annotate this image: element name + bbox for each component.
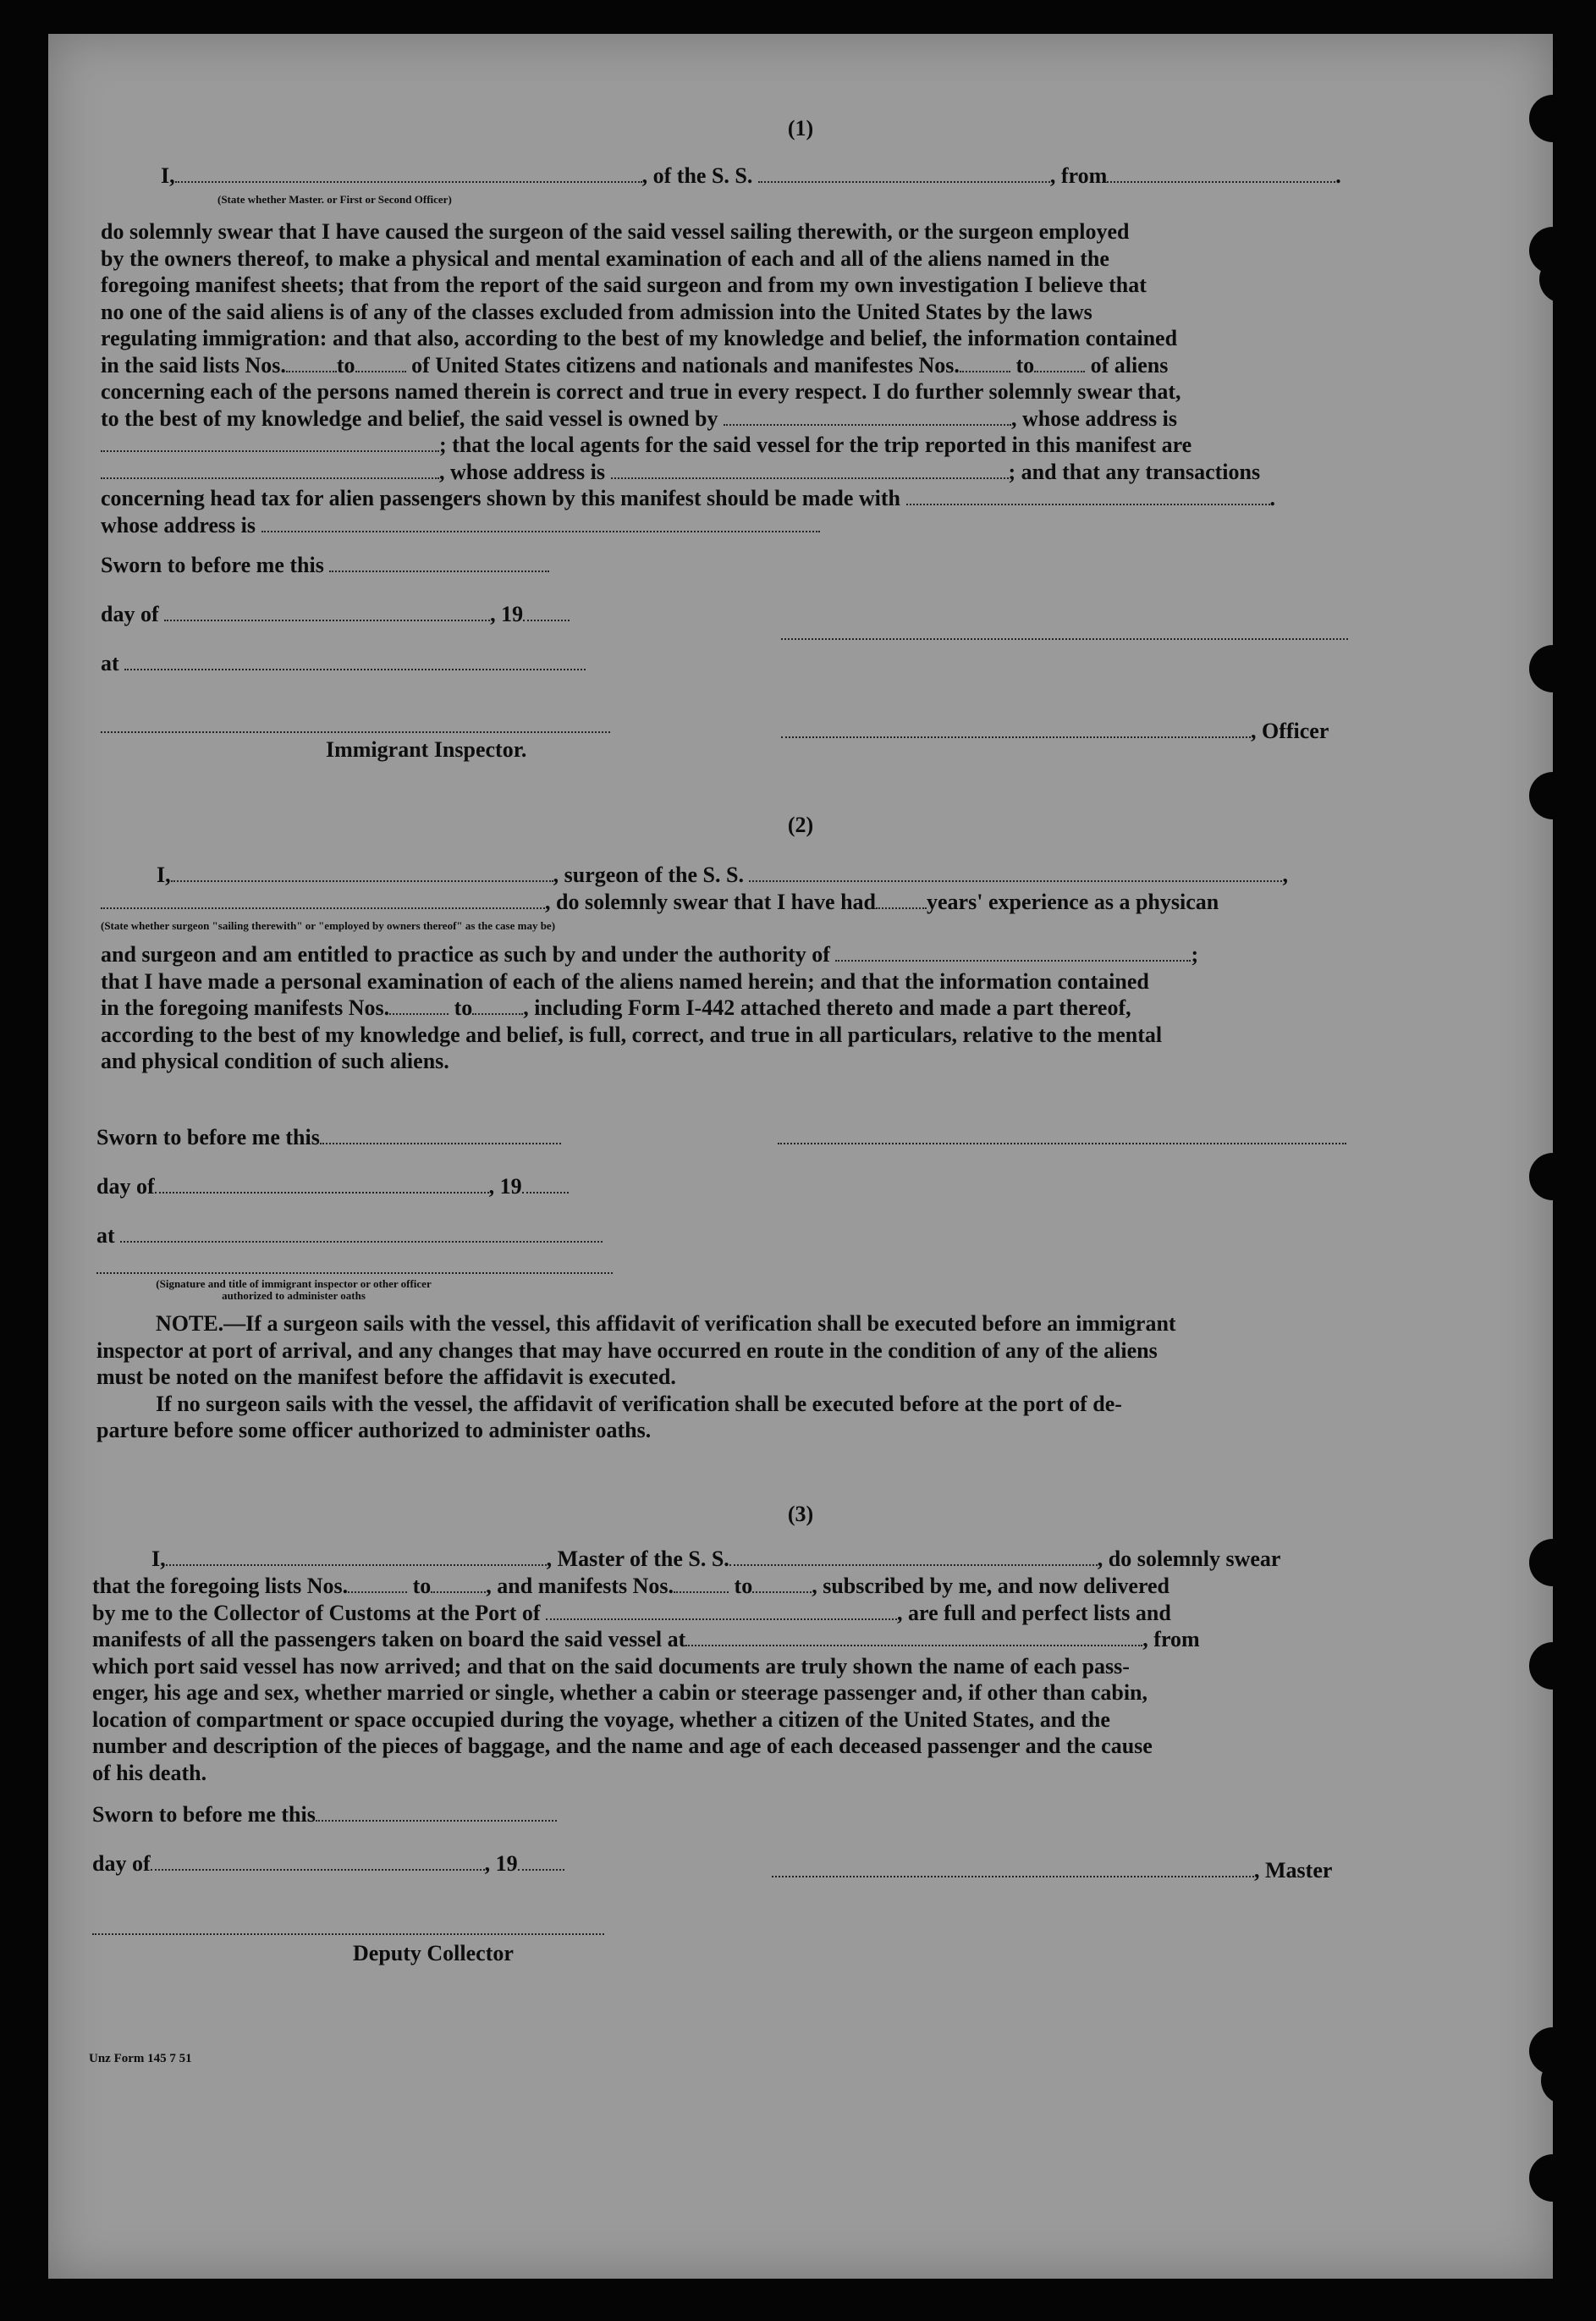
s3-port-field[interactable] <box>546 1600 897 1620</box>
agents-address-field[interactable] <box>611 459 1009 479</box>
s2-signature-note: (Signature and title of immigrant inspector or other officer authorized to administer oaths <box>156 1277 432 1302</box>
s2-inspector-signature-line[interactable] <box>96 1272 613 1274</box>
s2-sworn-date-field[interactable] <box>320 1124 561 1144</box>
head-tax-contact-field[interactable] <box>906 485 1270 505</box>
manifest-no-from-field[interactable] <box>960 352 1010 372</box>
manifest-no-to-field[interactable] <box>1034 352 1085 372</box>
owner-address-field[interactable] <box>101 432 439 452</box>
s2-year-field[interactable] <box>522 1173 569 1194</box>
s3-list-to-field[interactable] <box>431 1573 486 1593</box>
section-3-paragraph: that the foregoing lists Nos. to , and manifests Nos. to , subscribed by me, and now delivered by me to the Collector of Customs at the Port of , are full and perfect lists and manifests of all the passengers taken on board the said vessel at , from which port said vessel has now arrived; and that on the said documents are truly shown the name of each pass- enger, his age and sex, whether married or single, whether a cabin or steerage passenger and, if other than cabin, location of compartment or space occupied during the voyage, whether a citizen of the United States, and the number and description of the pieces of baggage, and the name and age of each deceased passenger and the cause of his death. <box>92 1574 1200 1785</box>
immigrant-inspector-label: Immigrant Inspector. <box>326 737 527 762</box>
s3-deputy-signature-line[interactable] <box>92 1933 604 1935</box>
binder-hole <box>1529 645 1577 692</box>
s2-sworn: Sworn to before me this <box>96 1124 561 1151</box>
form-page <box>48 34 1553 2279</box>
section-2-number: (2) <box>787 813 814 837</box>
note-paragraph: NOTE.—If a surgeon sails with the vessel, this affidavit of verification shall be executed before an immigrant inspector at port of arrival, and any changes that may have occurred en route in the condition of any of the aliens must be noted on the manifest before the affidavit is executed. If no surgeon sails with the vessel, the affidavit of verification shall be executed before at the port of de- parture before some officer authorized to administer oaths. <box>96 1311 1176 1442</box>
s3-master-signature: , Master <box>772 1857 1332 1884</box>
s3-sworn: Sworn to before me this <box>92 1801 557 1828</box>
s1-day: day of , 19 <box>101 601 570 628</box>
binder-hole <box>1529 1539 1577 1586</box>
owner-field[interactable] <box>724 405 1011 426</box>
section-1-number: (1) <box>787 116 814 141</box>
s1-officer: , Officer <box>781 718 1329 745</box>
s3-vessel-field[interactable] <box>729 1546 1098 1566</box>
s2-manifest-to-field[interactable] <box>472 995 523 1015</box>
s2-surgeon-name-field[interactable] <box>171 862 553 882</box>
s1-signature-line-right[interactable] <box>781 638 1348 640</box>
s2-at: at <box>96 1222 603 1249</box>
s2-line2: , do solemnly swear that I have had years' experience as a physican <box>101 889 1219 916</box>
vessel-name-field[interactable] <box>758 163 1050 183</box>
departure-port-field[interactable] <box>1107 163 1335 183</box>
list-no-from-field[interactable] <box>286 352 337 372</box>
s3-master-signature-field[interactable] <box>772 1857 1254 1877</box>
s1-at: at <box>101 650 586 677</box>
s1-place-field[interactable] <box>124 650 586 670</box>
s2-line1: I, , surgeon of the S. S. , <box>157 863 1288 887</box>
form-number: Unz Form 145 7 51 <box>89 2052 192 2065</box>
officer-rank-field[interactable] <box>175 163 642 183</box>
s3-line1: I, , Master of the S. S. , do solemnly swear <box>151 1546 1281 1571</box>
s3-year-field[interactable] <box>518 1850 564 1871</box>
s2-surgeon-type-note: (State whether surgeon "sailing therewith" or "employed by owners thereof" as the case may be) <box>101 919 556 932</box>
section-2-paragraph: and surgeon and am entitled to practice as such by and under the authority of ; that I have made a personal examination of each of the aliens named herein; and that the information contained in the foregoing manifests Nos. to , including Form I-442 attached thereto and made a part thereof, according to the best of my knowledge and belief, is full, correct, and true in all particulars, relative to the mental and physical condition of such aliens. <box>101 942 1199 1073</box>
s2-manifest-from-field[interactable] <box>389 995 449 1015</box>
s1-year-field[interactable] <box>523 601 570 621</box>
binder-hole <box>1529 2154 1577 2202</box>
list-no-to-field[interactable] <box>355 352 406 372</box>
s2-signature-line-right[interactable] <box>778 1143 1346 1144</box>
s2-surgeon-type-field[interactable] <box>101 889 545 909</box>
s1-line1: I, , of the S. S. , from . <box>161 163 1341 188</box>
s1-inspector-signature-line[interactable] <box>101 731 610 733</box>
s3-master-name-field[interactable] <box>166 1546 547 1566</box>
s3-sworn-date-field[interactable] <box>316 1801 557 1822</box>
binder-hole <box>1529 1642 1577 1690</box>
s1-month-field[interactable] <box>164 601 490 621</box>
s2-month-field[interactable] <box>155 1173 489 1194</box>
s3-day: day of , 19 <box>92 1850 564 1877</box>
binder-hole <box>1529 1153 1577 1200</box>
s1-sworn: Sworn to before me this <box>101 552 549 579</box>
binder-hole <box>1541 2057 1588 2104</box>
s3-manifest-from-field[interactable] <box>674 1573 729 1593</box>
s2-authority-field[interactable] <box>835 941 1191 962</box>
s3-list-from-field[interactable] <box>348 1573 407 1593</box>
s1-sworn-date-field[interactable] <box>329 552 549 572</box>
s2-years-field[interactable] <box>876 889 927 909</box>
local-agents-field[interactable] <box>101 459 439 479</box>
s2-day: day of , 19 <box>96 1173 569 1200</box>
head-tax-address-field[interactable] <box>261 512 820 532</box>
s1-officer-signature-field[interactable] <box>781 718 1251 738</box>
s3-manifest-to-field[interactable] <box>752 1573 812 1593</box>
binder-hole <box>1539 256 1587 303</box>
deputy-collector-label: Deputy Collector <box>353 1941 514 1965</box>
s3-month-field[interactable] <box>151 1850 485 1871</box>
s2-place-field[interactable] <box>120 1222 603 1243</box>
s2-vessel-field[interactable] <box>749 862 1282 882</box>
officer-rank-note: (State whether Master. or First or Second Officer) <box>217 193 452 206</box>
section-1-paragraph: do solemnly swear that I have caused the surgeon of the said vessel sailing therewith, or the surgeon employed by the owners thereof, to make a physical and mental examination of each and all of the aliens named in the foregoing manifest sheets; that from the report of the said surgeon and from my own investigation I believe that no one of the said aliens is of any of the classes excluded from admission into the United States by the laws regulating immigration: and that also, according to the best of my knowledge and belief, the information contained in the said lists Nos. to of United States citizens and nationals and manifestes Nos. to of aliens concerning each of the persons named therein is correct and true in every respect. I do further solemnly swear that, to the best of my knowledge and belief, the said vessel is owned by , whose address is ; that the local agents for the said vessel for the trip reported in this manifest are , whose address is ; and that any transactions concerning head tax for alien passengers shown by this manifest should be made with . whose address is <box>101 219 1276 538</box>
section-3-number: (3) <box>787 1502 814 1526</box>
s3-boarding-port-field[interactable] <box>685 1626 1142 1646</box>
